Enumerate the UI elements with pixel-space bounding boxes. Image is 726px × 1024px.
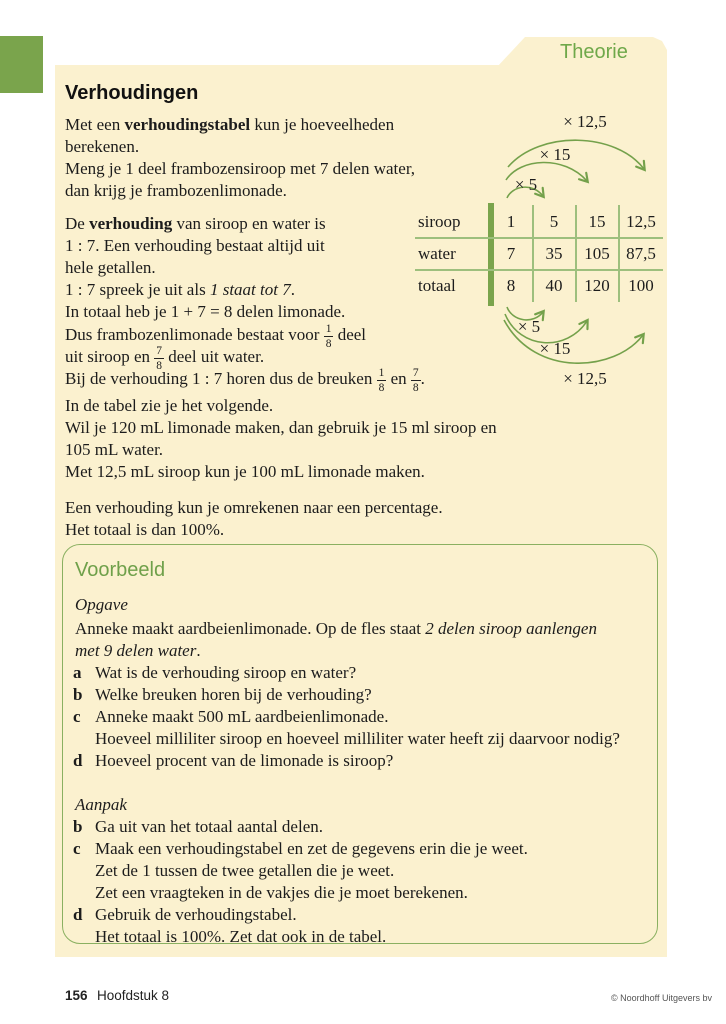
aanpak-c-text-3: Zet een vraagteken in de vakjes die je moet berekenen. <box>95 883 468 902</box>
item-letter-c: c <box>73 707 81 726</box>
table-cell: 87,5 <box>626 244 656 263</box>
aanpak-d-text-2: Het totaal is 100%. Zet dat ook in de tabel. <box>95 927 387 946</box>
theory-tab-label: Theorie <box>560 41 628 63</box>
aanpak-b-text: Ga uit van het totaal aantal delen. <box>95 817 323 836</box>
item-b-text: Welke breuken horen bij de verhouding? <box>95 685 372 704</box>
aanpak-label: Aanpak <box>75 795 127 814</box>
table-cell: 35 <box>545 244 563 263</box>
multiplier-label-top: × 12,5 <box>563 112 607 131</box>
fraction-one-eighth: $\frac{1}{8}$ <box>378 367 385 395</box>
item-letter-a: a <box>73 663 82 682</box>
table-text-line-2: Wil je 120 mL limonade maken, dan gebruik je 15 ml siroop en <box>65 418 497 437</box>
table-cell: 8 <box>506 276 516 295</box>
intro-line-3: Meng je 1 deel frambozensiroop met 7 delen water, <box>65 159 416 178</box>
ratio-line-7: uit siroop en $\frac{7}{8}$ deel uit water. <box>65 345 265 373</box>
table-text-line-4: Met 12,5 mL siroop kun je 100 mL limonade maken. <box>65 462 425 481</box>
copyright-notice: © Noordhoff Uitgevers bv <box>610 993 712 1003</box>
ratio-line-5: In totaal heb je 1 + 7 = 8 delen limonade. <box>65 302 346 321</box>
chapter-label: Hoofdstuk 8 <box>97 988 170 1003</box>
item-a-text: Wat is de verhouding siroop en water? <box>95 663 357 682</box>
intro-line-1: Met een verhoudingstabel kun je hoeveelheden <box>65 115 395 134</box>
ratio-line-4: 1 : 7 spreek je uit als 1 staat tot 7. <box>65 280 295 299</box>
opgave-label: Opgave <box>75 595 128 614</box>
opgave-line-1: Anneke maakt aardbeienlimonade. Op de fles staat 2 delen siroop aanlengen <box>75 619 597 638</box>
aanpak-d-text: Gebruik de verhoudingstabel. <box>95 905 297 924</box>
aanpak-letter-c: c <box>73 839 81 858</box>
table-cell: 15 <box>588 212 606 231</box>
fraction-seven-eighths: $\frac{7}{8}$ <box>156 345 162 373</box>
intro-line-2: berekenen. <box>65 137 140 156</box>
table-text-line-3: 105 mL water. <box>65 440 164 459</box>
item-letter-d: d <box>73 751 83 770</box>
opgave-line-2: met 9 delen water. <box>75 641 201 660</box>
multiplier-label-top: × 15 <box>539 145 571 164</box>
aanpak-c-text-2: Zet de 1 tussen de twee getallen die je weet. <box>95 861 395 880</box>
ratio-line-3: hele getallen. <box>65 258 156 277</box>
chapter-edge-marker <box>0 36 43 93</box>
table-cell: 5 <box>549 212 559 231</box>
aanpak-letter-b: b <box>73 817 83 836</box>
table-row-label-siroop: siroop <box>418 212 461 231</box>
ratio-line-1: De verhouding van siroop en water is <box>65 214 326 233</box>
multiplier-label-bottom: × 12,5 <box>563 369 607 388</box>
aanpak-c-text: Maak een verhoudingstabel en zet de gegevens erin die je weet. <box>95 839 528 858</box>
page-title: Verhoudingen <box>65 82 199 104</box>
page-number: 156 <box>65 988 88 1003</box>
multiplier-label-top: × 5 <box>514 175 538 194</box>
ratio-line-8: Bij de verhouding 1 : 7 horen dus de breuken $\frac{1}{8}$ en $\frac{7}{8}$ . <box>65 367 425 395</box>
table-row-label-totaal: totaal <box>418 276 456 295</box>
table-cell: 7 <box>506 244 516 263</box>
table-cell: 100 <box>628 276 654 295</box>
table-row-label-water: water <box>418 244 456 263</box>
multiplier-label-bottom: × 15 <box>539 339 571 358</box>
aanpak-letter-d: d <box>73 905 83 924</box>
fraction-one-eighth: $\frac{1}{8}$ <box>325 323 332 351</box>
item-c-text: Anneke maakt 500 mL aardbeienlimonade. <box>95 707 389 726</box>
table-text-line-1: In de tabel zie je het volgende. <box>65 396 274 415</box>
multiplier-label-bottom: × 5 <box>517 317 541 336</box>
ratio-line-2: 1 : 7. Een verhouding bestaat altijd uit <box>65 236 325 255</box>
ratio-line-6: Dus frambozenlimonade bestaat voor $\frac{1}{8}$ deel <box>65 323 367 351</box>
intro-line-4: dan krijg je frambozenlimonade. <box>65 181 287 200</box>
table-cell: 12,5 <box>626 212 656 231</box>
percent-line-2: Het totaal is dan 100%. <box>65 520 225 539</box>
table-cell: 1 <box>506 212 516 231</box>
example-title: Voorbeeld <box>75 559 166 581</box>
item-letter-b: b <box>73 685 83 704</box>
fraction-seven-eighths: $\frac{7}{8}$ <box>412 367 419 395</box>
item-c-text-2: Hoeveel milliliter siroop en hoeveel milliliter water heeft zij daarvoor nodig? <box>95 729 620 748</box>
table-cell: 120 <box>584 276 610 295</box>
item-d-text: Hoeveel procent van de limonade is siroop? <box>95 751 394 770</box>
table-cell: 105 <box>584 244 610 263</box>
percent-line-1: Een verhouding kun je omrekenen naar een percentage. <box>65 498 443 517</box>
table-cell: 40 <box>545 276 563 295</box>
